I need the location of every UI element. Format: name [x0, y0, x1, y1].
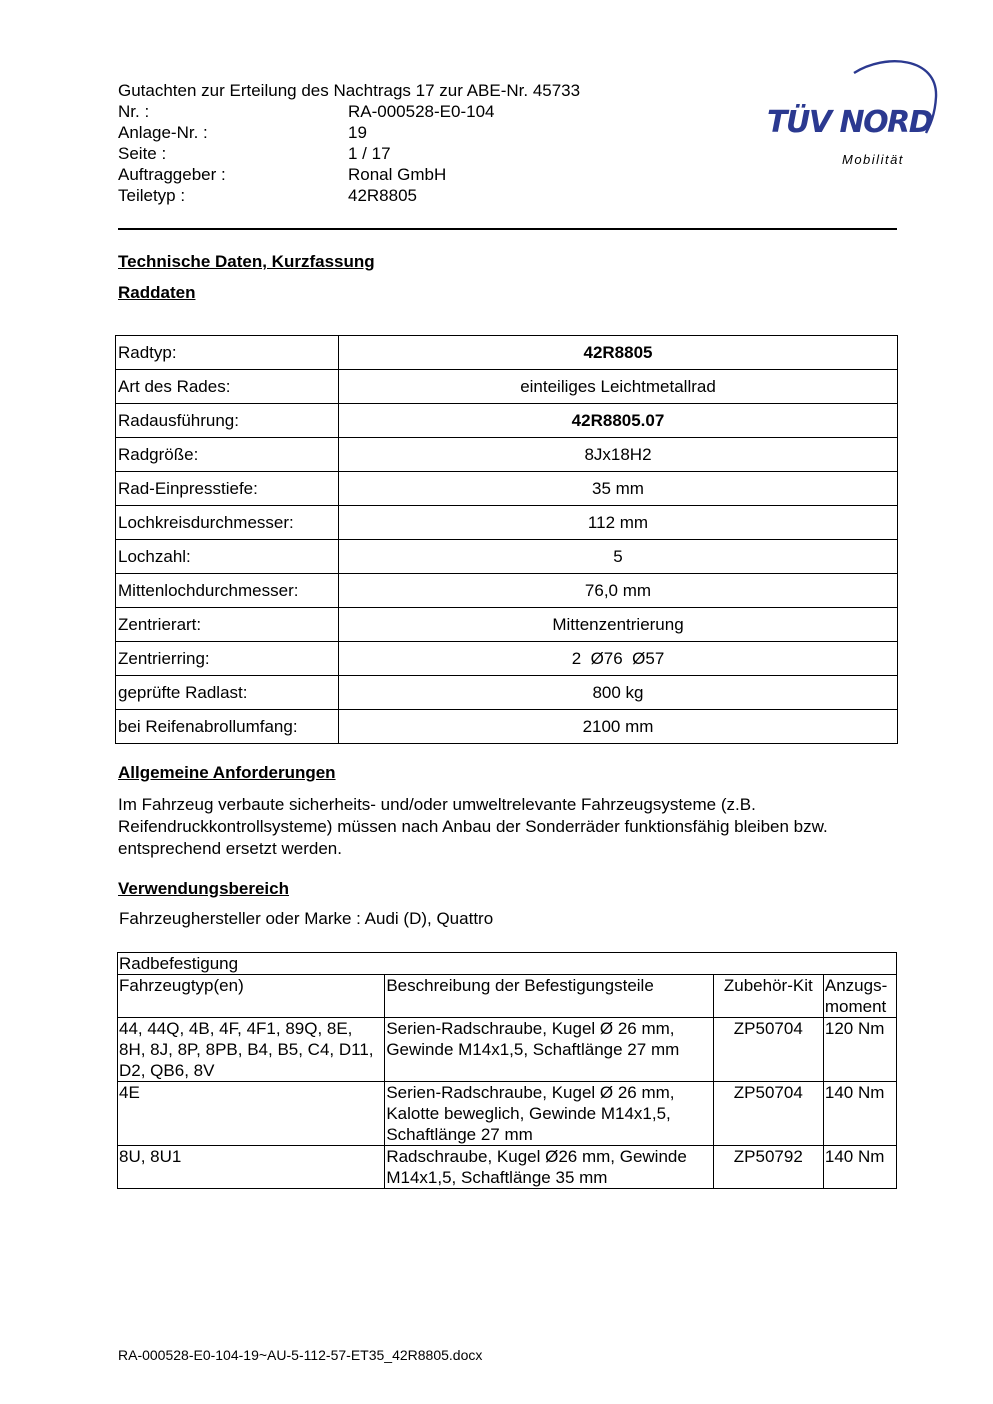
field-value: 19 [348, 123, 367, 142]
document-filename: RA-000528-E0-104-19~AU-5-112-57-ET35_42R8805.docx [118, 1347, 483, 1363]
table-row [116, 370, 898, 404]
row-value: 8Jx18H2 [339, 438, 898, 472]
raddaten-table [115, 335, 898, 744]
row-label: Radtyp: [116, 336, 339, 370]
logo-brand: TÜV NORD [767, 105, 933, 140]
row-value: 35 mm [339, 472, 898, 506]
table-row [116, 336, 898, 370]
fastener-description: Serien-Radschraube, Kugel Ø 26 mm, Gewinde M14x1,5, Schaftlänge 27 mm [385, 1018, 713, 1082]
vehicle-types: 4E [118, 1082, 385, 1146]
table-row [116, 642, 898, 676]
table-row [116, 506, 898, 540]
row-label: Mittenlochdurchmesser: [116, 574, 339, 608]
field-value: RA-000528-E0-104 [348, 102, 495, 121]
heading-raddaten: Raddaten [118, 283, 196, 302]
field-value: 1 / 17 [348, 144, 391, 163]
row-label: Lochzahl: [116, 540, 339, 574]
torque: 140 Nm [823, 1082, 896, 1146]
general-requirements-text: Im Fahrzeug verbaute sicherheits- und/oder umweltrelevante Fahrzeugsysteme (z.B. Reifendruckkontrollsysteme) müssen nach Anbau der Sonderräder funktionsfähig bleiben bzw. entsprechend ersetzt werden. [118, 795, 828, 858]
field-value: Ronal GmbH [348, 165, 447, 184]
table-header-row [118, 975, 897, 1018]
vehicle-types: 44, 44Q, 4B, 4F, 4F1, 89Q, 8E, 8H, 8J, 8P, 8PB, B4, B5, C4, D11, D2, QB6, 8V [118, 1018, 385, 1082]
heading-usage-range: Verwendungsbereich [118, 879, 289, 898]
field-label: Seite : [118, 144, 167, 163]
row-label: Rad-Einpresstiefe: [116, 472, 339, 506]
row-value: 42R8805.07 [339, 404, 898, 438]
field-label: Teiletyp : [118, 186, 186, 205]
table-row [116, 710, 898, 744]
row-label: Radausführung: [116, 404, 339, 438]
mounting-title: Radbefestigung [118, 953, 897, 975]
fastener-description: Radschraube, Kugel Ø26 mm, Gewinde M14x1,5, Schaftlänge 35 mm [385, 1146, 713, 1189]
vehicle-types: 8U, 8U1 [118, 1146, 385, 1189]
mounting-table [117, 952, 897, 1189]
torque: 120 Nm [823, 1018, 896, 1082]
field-label: Anlage-Nr. : [118, 123, 208, 142]
logo-subtitle: Mobilität [842, 152, 904, 167]
row-label: Lochkreisdurchmesser: [116, 506, 339, 540]
table-row [116, 472, 898, 506]
row-value: 800 kg [339, 676, 898, 710]
field-value: 42R8805 [348, 186, 418, 205]
table-row [118, 1146, 897, 1189]
row-value: 2100 mm [339, 710, 898, 744]
field-label: Nr. : [118, 102, 150, 121]
table-row [118, 1082, 897, 1146]
heading-general-requirements: Allgemeine Anforderungen [118, 763, 336, 782]
table-title-row [118, 953, 897, 975]
column-header: Fahrzeugtyp(en) [118, 975, 385, 1018]
fastener-description: Serien-Radschraube, Kugel Ø 26 mm, Kalotte beweglich, Gewinde M14x1,5, Schaftlänge 27 mm [385, 1082, 713, 1146]
table-row [116, 540, 898, 574]
table-row [116, 574, 898, 608]
row-value: 5 [339, 540, 898, 574]
field-label: Auftraggeber : [118, 165, 226, 184]
header-divider [118, 228, 897, 230]
row-value: einteiliges Leichtmetallrad [339, 370, 898, 404]
accessory-kit: ZP50792 [713, 1146, 823, 1189]
vehicle-manufacturer: Fahrzeughersteller oder Marke : Audi (D), Quattro [119, 909, 494, 928]
column-header: Zubehör-Kit [713, 975, 823, 1018]
row-label: Zentrierring: [116, 642, 339, 676]
table-row [116, 676, 898, 710]
row-label: Art des Rades: [116, 370, 339, 404]
row-label: geprüfte Radlast: [116, 676, 339, 710]
torque: 140 Nm [823, 1146, 896, 1189]
row-label: Zentrierart: [116, 608, 339, 642]
row-label: bei Reifenabrollumfang: [116, 710, 339, 744]
column-header: Beschreibung der Befestigungsteile [385, 975, 713, 1018]
heading-technical-data: Technische Daten, Kurzfassung [118, 252, 375, 271]
table-row [116, 608, 898, 642]
column-header: Anzugs-moment [823, 975, 896, 1018]
row-value: 112 mm [339, 506, 898, 540]
row-value: Mittenzentrierung [339, 608, 898, 642]
document-title: Gutachten zur Erteilung des Nachtrags 17 zur ABE-Nr. 45733 [118, 81, 581, 100]
row-value: 76,0 mm [339, 574, 898, 608]
row-value: 2 Ø76 Ø57 [339, 642, 898, 676]
row-label: Radgröße: [116, 438, 339, 472]
table-row [118, 1018, 897, 1082]
table-row [116, 404, 898, 438]
header-fields [118, 101, 648, 206]
tuv-nord-logo [760, 55, 945, 175]
accessory-kit: ZP50704 [713, 1018, 823, 1082]
accessory-kit: ZP50704 [713, 1082, 823, 1146]
row-value: 42R8805 [339, 336, 898, 370]
table-row [116, 438, 898, 472]
